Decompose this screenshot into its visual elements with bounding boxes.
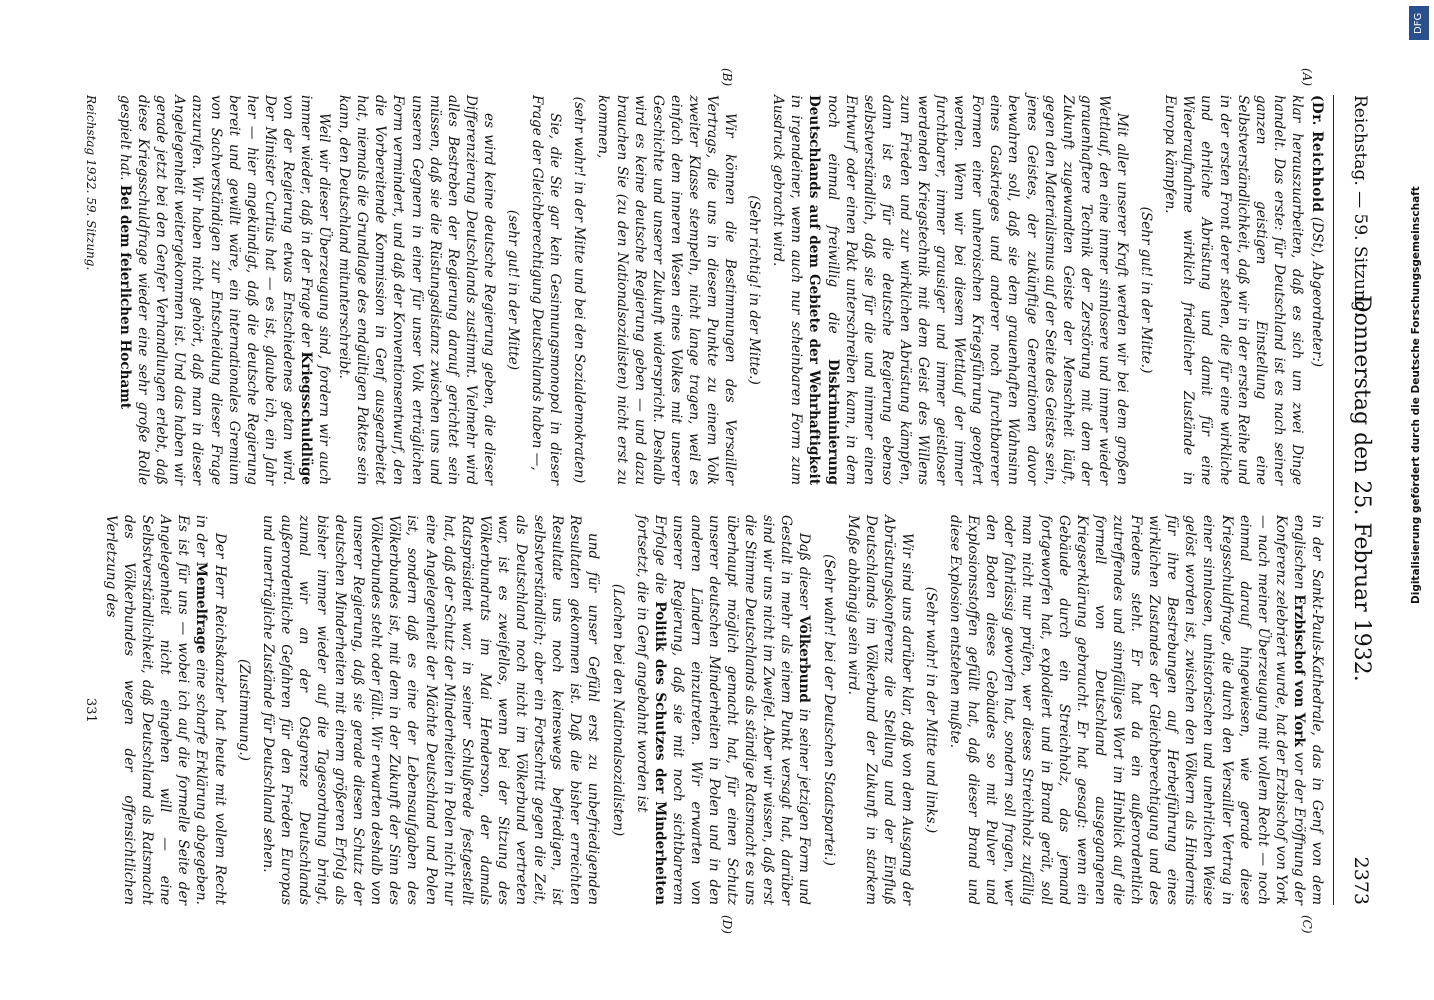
emphasized-term: Kriegsschuldlüge [298,351,315,485]
emphasized-term: Politik des Schutzes der Minderheiten [651,601,668,906]
paragraph-text: es wird keine deutsche Regierung geben, die dieser Differenzierung Deutschlands zustimmt. Vielmehr wird alles Bestreben der Regierung darauf gerichtet sein müssen, daß sie die Rüstungsdistanz zwischen uns und unseren Gegnern in einer für unser Volk erträglichen Form vermindert, und daß der Konventionsentwurf, den die Vorbereitende Kommission in Genf ausgearbeitet hat, niemals die Grundlage des endgültigen Paktes sein kann, den Deutschland mitunterschreibt. [336,95,497,485]
paragraph [259,515,603,905]
paragraph [335,95,498,485]
paragraph [769,95,1131,485]
right-column [100,515,1326,905]
emphasized-term: Erzbischof von York [1290,594,1307,747]
interjection: (sehr wahr! in der Mitte und bei den Sozialdemokraten) [571,96,588,484]
footer-sheet-number: 331 [83,698,98,723]
paragraph [102,515,229,905]
paragraph [946,515,1326,905]
header-rule [1333,95,1334,905]
paragraph-text: Mit aller unserer Kraft werden wir bei dem großen Wettlauf, den eine immer sinnlosere und immer wieder grauenhaftere Technik der Zerstörung mit dem der Zukunft zugewandten Geiste der Menschheit läuft, gegen den Materialismus auf der Seite des Geistes sein, jenes Geistes, der zukünftige Generationen davor bewahren soll, daß sie dem grauenhaften Wahnsinn eines Gaskrieges und anderer noch furchtbarerer Formen einer unheroischen Kriegsführung geopfert werden. Wenn wir bei diesem Wettlauf der immer furchtbarer, immer grausiger und immer geistloser werdenden Kriegstechnik mit dem Geist des Willens zum Frieden und zur wirklichen Abrüstung kämpfen, dann ist es für die deutsche Regierung ebenso selbstverständlich, daß sie für die und nimmer einen Entwurf oder einen Pakt unterschreiben kann, in dem noch einmal freiwillig die [824,95,1131,485]
dfg-logo: DFG [1409,6,1429,40]
paragraph-text: von der Regierung etwas Entschiedenes getan wird. Der Minister Curtius hat — es ist, glaube ich, ein Jahr her — hier angekündigt, daß die deutsche Regierung bereit und gewillt wäre, ein internationales Gremium von Sachverständigen zur Entscheidung dieser Frage anzurufen. Wir haben nicht gehört, daß man in dieser Angelegenheit weitergekommen ist. Und das haben wir gerade jetzt bei den Genfer Verhandlungen erlebt, daß diese Kriegsschuldfrage wieder eine sehr große Rolle gespielt hat. [117,95,296,485]
paragraph [1161,95,1306,485]
emphasized-term: Völkerbund [796,615,813,703]
margin-mark-d: (D) [720,915,734,934]
interjection: (sehr gut! in der Mitte) [505,209,522,371]
paragraph [528,95,564,485]
emphasized-term: Bei dem feierlichen Hochamt [117,184,134,409]
emphasized-term: Diskriminierung Deutschlands auf dem Gebiete der Wehrhaftigkeit [806,95,841,485]
paragraph-text: vor der Eröffnung der Konferenz zelebriert wurde, hat der Erzbischof von York — nach meiner Überzeugung mit vollem Recht — noch einmal darauf hingewiesen, wie gerade diese Kriegsschuldfrage, die durch den Versailler Vertrag in einer sinnlosen, unhistorischen und unehrlichen Weise gelöst worden ist, zwischen den Völkern als Hindernis für ihre Bestrebungen auf Herbeiführung eines wirklichen Zustandes der Gleichberechtigung und des Friedens steht. Er hat da ein außerordentlich zutreffendes und sinnfälliges Wort im Hinblick auf die formell von Deutschland ausgegangenen Kriegserklärung gebraucht. Er hat gesagt: wenn ein Gebäude durch ein Streichholz, das jemand fortgeworfen hat, explodiert und in Brand gerät, soll man nicht nur prüfen, wer dieses Streichholz zufällig oder fahrlässig geworfen hat, sondern soll fragen, wer den Boden dieses Gebäudes so mit Pulver und Explosionsstoffen gefüllt hat, daß dieser Brand und diese Explosion entstehen mußte. [947,515,1307,905]
paragraph-text: fortsetzt, die in Genf angebahnt worden ist [633,515,650,813]
header-date: Donnerstag den 25. Februar 1932. [1349,295,1374,682]
interjection: (Zustimmung.) [235,659,252,761]
interjection: (Lachen bei den Nationalsozialisten) [609,583,626,837]
speaker-name: (Dr. Reichhold [1309,95,1325,213]
paragraph-text: in der Sankt-Pauls-Kathedrale, das in Genf von dem englischen [1290,515,1325,905]
paragraph [116,95,333,485]
paragraph-text: und für unser Gefühl erst zu unbefriedigenden Resultaten gekommen ist. Daß die bisher erreichten Resultate uns noch keineswegs befriedigen, ist selbstverständlich; aber ein Fortschritt gegen die Zeit, als Deutschland noch nicht im Völkerbund vertreten war, ist es zweifellos, wenn bei der Sitzung des Völkerbundrats im Mai Henderson, der damals Ratspräsident war, in seiner Schlußrede festgestellt hat, daß der Schutz der Minderheiten in Polen nicht nur eine Angelegenheit der Mächte Deutschland und Polen ist, sondern daß es eine der Lebensaufgaben des Völkerbundes ist, mit dem in der Zukunft der Sinn des Völkerbundes steht oder fällt. Wir erwarten deshalb von unserer Regierung, daß sie gerade diesen Schutz der deutschen Minderheiten mit einem größeren Erfolg als bisher immer wieder auf die Tagesordnung bringt, zumal wir an der Ostgrenze Deutschlands außerordentliche Gefahren für den Frieden Europas und unerträgliche Zustände für Deutschland sehen. [259,515,602,905]
emphasized-term: Memelfrage [193,561,210,654]
paragraph-text: in irgendeiner, wenn auch nur scheinbaren Form zum Ausdruck gebracht wird. [770,95,805,485]
paragraph-text: eine scharfe Erklärung abgegeben. Es ist für uns — wobei ich auf die formelle Seite der Angelegenheit nicht eingehen will — eine Selbstverständlichkeit, daß Deutschland als Ratsmacht des Völkerbundes wegen der offensichtlichen Verletzung des [103,515,210,905]
paragraph-text: in seiner jetzigen Form und Gestalt in mehr als einem Punkt versagt hat, darüber sind wir uns nicht im Zweifel. Aber wir wissen, daß erst die Stimme Deutschlands als ständige Ratsmacht es uns überhaupt möglich gemacht hat, für einen Schutz unserer deutschen Minderheiten in Polen und in den anderen Ländern einzutreten. Wir erwarten von unserer Regierung, daß sie mit noch sichtbarerem Erfolge die [651,515,813,905]
paragraph [844,515,916,905]
paragraph-text: Weil wir dieser Überzeugung sind, fordern wir auch immer wieder, daß in der Frage der [298,95,333,485]
margin-mark-a: (A) [1300,68,1314,87]
paragraph-text: Der Herr Reichskanzler hat heute mit vollem Recht in der [193,515,228,905]
page-header [1340,95,1374,905]
speaker-line [1308,95,1326,485]
digitization-sidebar [1406,0,1432,1000]
paragraph [633,515,814,905]
left-column [114,95,1326,485]
margin-mark-c: (C) [1300,915,1314,934]
interjection: (Sehr wahr! bei der Deutschen Staatspartei.) [820,554,837,866]
interjection: (Sehr gut! in der Mitte.) [1138,206,1155,374]
page-number: 2373 [1350,856,1372,905]
margin-mark-b: (B) [720,68,734,87]
sidebar-credit: Digitalisierung gefördert durch die Deutsche Forschungsgemeinschaft [1410,186,1422,604]
paragraph [594,95,739,485]
paragraph-text: Sie, die Sie gar kein Gesinnungsmonopol in dieser Frage der Gleichberechtigung Deutschlands haben —, [529,95,564,485]
interjection: (Sehr richtig! in der Mitte.) [746,195,763,385]
interjection: (Sehr wahr! in der Mitte und links.) [923,586,940,834]
footer-source: Reichstag 1932. 59. Sitzung. [84,95,98,271]
paragraph-text: klar herauszuarbeiten, daß es sich um zwei Dinge handelt. Das erste: für Deutschland ist es nach seiner ganzen geistigen Einstellung eine Selbstverständlichkeit, daß wir in der ersten Reihe und in der ersten Front derer stehen, die für eine wirkliche und ehrliche Abrüstung und damit für eine Wiederaufnahme wirklich friedlicher Zustände in Europa kämpfen. [1162,95,1305,485]
paragraph-text: Daß dieser [796,533,813,616]
speaker-role: (DSt), Abgeordneter:) [1309,212,1325,368]
paragraph-text: Wir sind uns darüber klar, daß von dem Ausgang der Abrüstungskonferenz die Stellung und der Einfluß Deutschlands im Völkerbund der Zukunft in starkem Maße abhängig sein wird. [844,515,915,905]
header-left: Reichstag. — 59. Sitzung. [1350,95,1370,318]
paragraph-text: Wir können die Bestimmungen des Versailler Vertrags, die uns in diesem Punkte zu einem Volk zweiter Klasse stempeln, nicht lange tragen, weil es einfach dem inneren Wesen eines Volkes mit unserer Geschichte und unserer Zukunft widerspricht. Deshalb wird es keine deutsche Regierung geben — und dazu brauchen Sie (zu den Nationalsozialisten) nicht erst zu kommen, [595,95,739,485]
